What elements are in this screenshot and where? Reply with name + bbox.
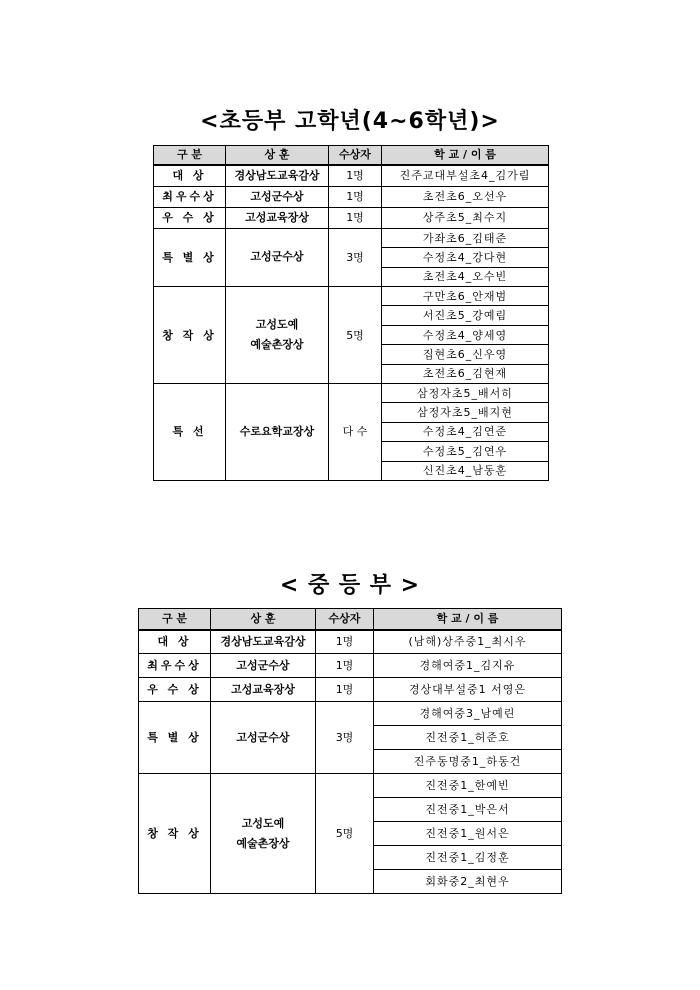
winner-school-name: 집현초6_신우영 [382, 345, 549, 364]
winner-school-name: 진전중1_김정훈 [374, 846, 562, 870]
award-category: 대 상 [139, 630, 211, 654]
winner-school-name: 삼정자초5_배서히 [382, 384, 549, 403]
award-category: 창 작 상 [154, 287, 226, 384]
award-prize: 고성군수상 [211, 702, 316, 774]
header-school-name: 학 교 / 이 름 [382, 146, 549, 165]
winner-count: 1명 [329, 186, 382, 207]
middle-title: < 중 등 부 > [279, 573, 421, 598]
award-prize: 고성교육장상 [226, 207, 329, 228]
winner-school-name: 삼정자초5_배지현 [382, 403, 549, 422]
table-row [154, 228, 549, 247]
winner-school-name: 경상대부설중1 서영은 [374, 678, 562, 702]
award-prize: 고성군수상 [226, 186, 329, 207]
award-prize: 수로요학교장상 [226, 384, 329, 481]
winner-school-name: 진전중1_원서은 [374, 822, 562, 846]
winner-school-name: 진전중1_한예빈 [374, 774, 562, 798]
winner-school-name: 초전초6_김현재 [382, 364, 549, 383]
header-category: 구 분 [139, 609, 211, 630]
winner-count: 3명 [316, 702, 374, 774]
winner-count: 1명 [329, 165, 382, 187]
winner-school-name: 진전중1_박은서 [374, 798, 562, 822]
winner-count: 1명 [329, 207, 382, 228]
winner-count: 3명 [329, 228, 382, 286]
winner-school-name: (남해)상주중1_최시우 [374, 630, 562, 654]
award-prize: 경상남도교육감상 [211, 630, 316, 654]
winner-school-name: 수정초5_김연우 [382, 442, 549, 461]
table-row [154, 384, 549, 403]
table-row [154, 207, 549, 228]
award-category: 최우수상 [139, 654, 211, 678]
winner-school-name: 수정초4_양세영 [382, 325, 549, 344]
winner-school-name: 구만초6_안재범 [382, 287, 549, 306]
award-category: 최우수상 [154, 186, 226, 207]
table-row [154, 287, 549, 306]
award-prize: 고성교육장상 [211, 678, 316, 702]
header-category: 구 분 [154, 146, 226, 165]
winner-count: 1명 [316, 630, 374, 654]
table-row [139, 630, 562, 654]
award-category: 대 상 [154, 165, 226, 187]
award-prize: 고성도예 예술촌장상 [226, 287, 329, 384]
award-category: 특 선 [154, 384, 226, 481]
winner-count: 5명 [316, 774, 374, 894]
winner-school-name: 회화중2_최현우 [374, 870, 562, 894]
winner-school-name: 경해여중1_김지유 [374, 654, 562, 678]
header-school-name: 학 교 / 이 름 [374, 609, 562, 630]
winner-school-name: 상주초5_최수지 [382, 207, 549, 228]
winner-school-name: 초전초4_오수빈 [382, 267, 549, 286]
header-count: 수상자 [329, 146, 382, 165]
winner-school-name: 초전초6_오선우 [382, 186, 549, 207]
table-row [154, 186, 549, 207]
header-prize: 상 훈 [226, 146, 329, 165]
elementary-table-body [154, 146, 549, 481]
award-category: 특 별 상 [139, 702, 211, 774]
award-category: 우 수 상 [154, 207, 226, 228]
winner-school-name: 진주교대부설초4_김가림 [382, 165, 549, 187]
table-row [139, 702, 562, 726]
header-count: 수상자 [316, 609, 374, 630]
table-header-row [154, 146, 549, 165]
winner-school-name: 진전중1_허준호 [374, 726, 562, 750]
table-row [139, 654, 562, 678]
table-header-row [139, 609, 562, 630]
award-prize: 경상남도교육감상 [226, 165, 329, 187]
award-prize: 고성도예 예술촌장상 [211, 774, 316, 894]
winner-count: 1명 [316, 678, 374, 702]
middle-award-table [138, 608, 562, 894]
award-category: 우 수 상 [139, 678, 211, 702]
award-category: 창 작 상 [139, 774, 211, 894]
header-prize: 상 훈 [211, 609, 316, 630]
award-category: 특 별 상 [154, 228, 226, 286]
winner-school-name: 경해여중3_남예린 [374, 702, 562, 726]
winner-school-name: 수정초4_김연준 [382, 422, 549, 441]
elementary-award-table [153, 145, 549, 481]
table-row [154, 165, 549, 187]
award-prize: 고성군수상 [226, 228, 329, 286]
winner-count: 1명 [316, 654, 374, 678]
award-prize: 고성군수상 [211, 654, 316, 678]
table-row [139, 678, 562, 702]
winner-school-name: 서진초5_강예림 [382, 306, 549, 325]
winner-school-name: 수정초4_강다현 [382, 248, 549, 267]
winner-school-name: 가좌초6_김태준 [382, 228, 549, 247]
table-row [139, 774, 562, 798]
winner-count: 다 수 [329, 384, 382, 481]
winner-school-name: 진주동명중1_하동건 [374, 750, 562, 774]
middle-table-body [139, 609, 562, 894]
winner-school-name: 신진초4_남동훈 [382, 461, 549, 480]
winner-count: 5명 [329, 287, 382, 384]
elementary-title: <초등부 고학년(4~6학년)> [200, 109, 500, 134]
